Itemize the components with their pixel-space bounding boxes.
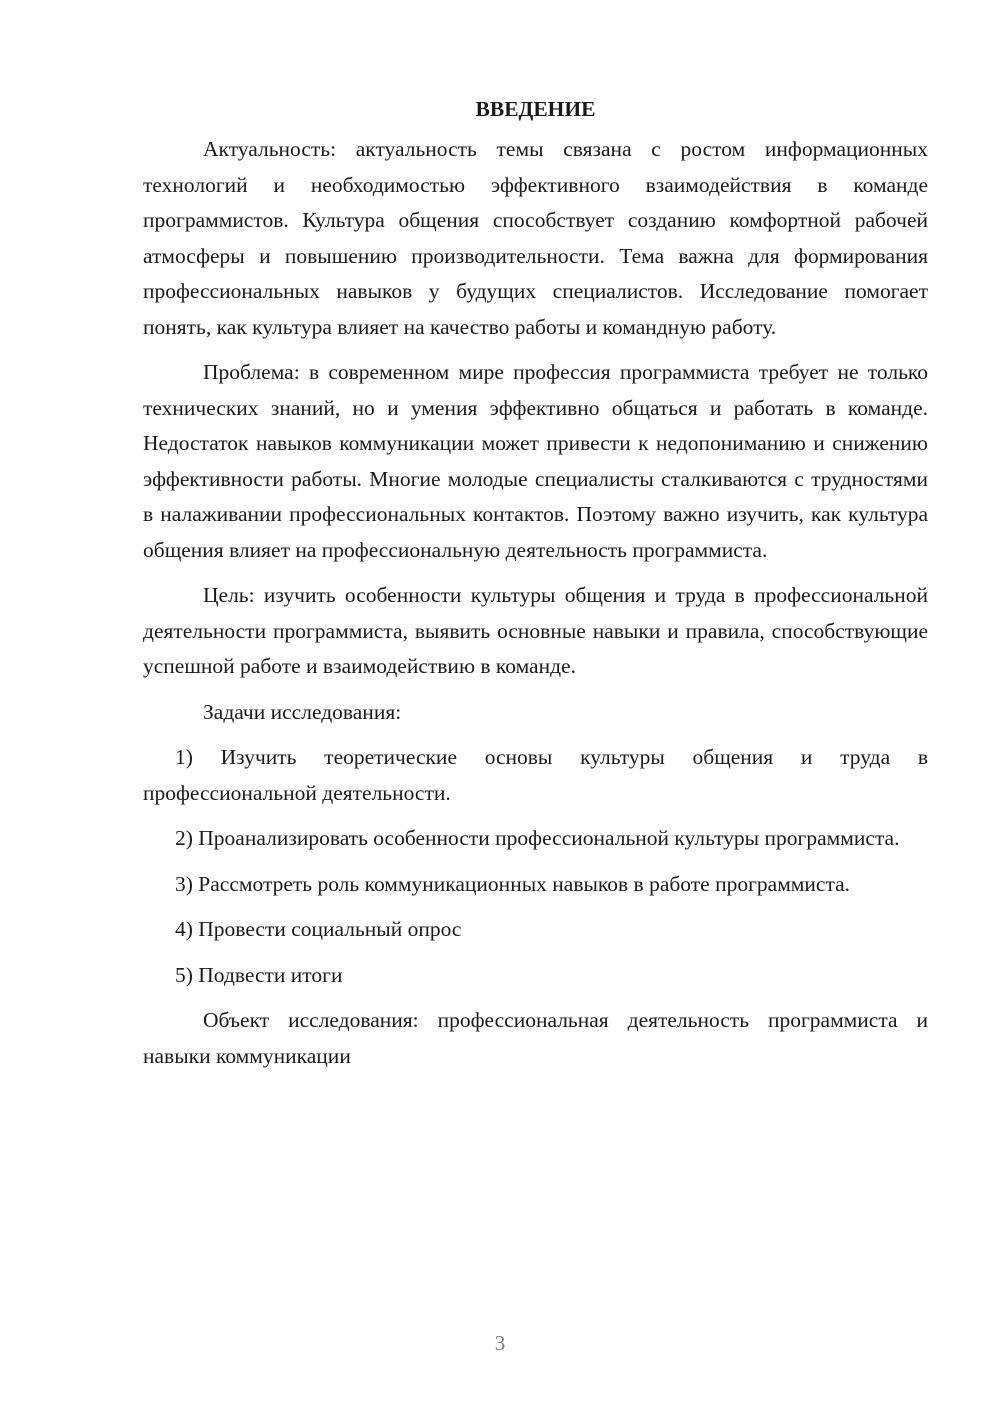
task-item-3: 3) Рассмотреть роль коммуникационных навыков в работе программиста. (175, 871, 851, 896)
task-item-1: 1) Изучить теоретические основы культуры общения и труда в профессиональной деятельности. (143, 745, 928, 805)
object-paragraph: Объект исследования: профессиональная деятельность программиста и навыки коммуникации (143, 1008, 928, 1068)
task-item-4: 4) Провести социальный опрос (175, 917, 462, 941)
task-item-2: 2) Проанализировать особенности профессиональной культуры программиста. (175, 826, 900, 850)
problem-paragraph: Проблема: в современном мире профессия программиста требует не только технических знаний, но и умения эффективно общаться и работать в команде. Недостаток навыков коммуникации может привести к недопониманию и снижению эффективности работы. Многие молодые специалисты сталкиваются с трудностями в налаживании профессиональных контактов. Поэтому важно изучить, как культура общения влияет на профессиональную деятельность программиста. (143, 360, 928, 562)
tasks-list (143, 740, 928, 993)
goal-paragraph: Цель: изучить особенности культуры общения и труда в профессиональной деятельности программиста, выявить основные навыки и правила, способствующие успешной работе и взаимодействию в команде. (143, 583, 928, 678)
page-number: 3 (494, 1331, 506, 1355)
section-heading: ВВЕДЕНИЕ (475, 97, 596, 121)
document-page (143, 92, 928, 1084)
tasks-title: Задачи исследования: (203, 699, 402, 724)
relevance-paragraph: Актуальность: актуальность темы связана с ростом информационных технологий и необходимостью эффективного взаимодействия в команде программистов. Культура общения способствует созданию комфортной рабочей атмосферы и повышению производительности. Тема важна для формирования профессиональных навыков у будущих специалистов. Исследование помогает понять, как культура влияет на качество работы и командную работу. (143, 137, 928, 339)
task-item-5: 5) Подвести итоги (175, 962, 343, 987)
